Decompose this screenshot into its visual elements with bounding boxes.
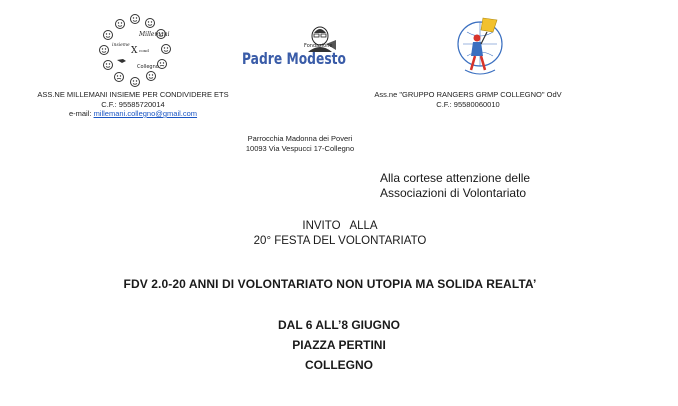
invite-block <box>240 219 440 249</box>
padre-modesto-logo <box>240 22 350 70</box>
rangers-logo <box>455 14 505 88</box>
left-org-email-label: e-mail: <box>68 109 92 118</box>
left-org-name: ASS.NE MILLEMANI INSIEME PER CONDIVIDERE ETS <box>37 90 229 99</box>
invite-line-2: 20° FESTA DEL VOLONTARIATO <box>253 235 427 247</box>
event-city: COLLEGNO <box>305 358 373 372</box>
millemani-logo-text-top: Millemani <box>139 31 170 38</box>
attention-block <box>380 171 530 201</box>
invite-line-1: INVITO ALLA <box>302 220 378 232</box>
attention-line-1: Alla cortese attenzione delle <box>380 171 531 185</box>
event-place: PIAZZA PERTINI <box>292 338 386 352</box>
right-org-name: Ass.ne "GRUPPO RANGERS GRMP COLLEGNO" OdV <box>374 90 562 99</box>
millemani-logo-text-bottom: Collegno <box>137 64 159 70</box>
right-org-cf: C.F.: 95580060010 <box>436 99 500 109</box>
parish-line-1: Parrocchia Madonna dei Poveri <box>247 134 353 143</box>
left-org-cf: C.F.: 95585720014 <box>101 99 165 109</box>
millemani-logo-text-left: insieme <box>112 43 130 48</box>
attention-line-2: Associazioni di Volontariato <box>380 186 527 200</box>
event-dates: DAL 6 ALL’8 GIUGNO <box>277 318 400 332</box>
padre-logo-small: Fondazione <box>304 43 333 49</box>
left-org-info <box>33 90 233 119</box>
millemani-logo-text-mid: X <box>131 46 138 56</box>
millemani-logo <box>95 12 175 90</box>
left-org-email-link[interactable]: millemani.collegno@gmail.com <box>93 109 198 118</box>
padre-logo-text: Padre Modesto <box>242 49 346 68</box>
parish-info <box>240 134 360 154</box>
right-org-info <box>358 90 578 109</box>
left-org-email-line <box>33 109 233 119</box>
event-headline: FDV 2.0-20 ANNI DI VOLONTARIATO NON UTOPIA MA SOLIDA REALTA’ <box>123 277 537 291</box>
event-details <box>0 315 678 375</box>
parish-line-2: 10093 Via Vespucci 17-Collegno <box>245 144 355 153</box>
millemani-logo-text-right: cond <box>139 48 149 53</box>
